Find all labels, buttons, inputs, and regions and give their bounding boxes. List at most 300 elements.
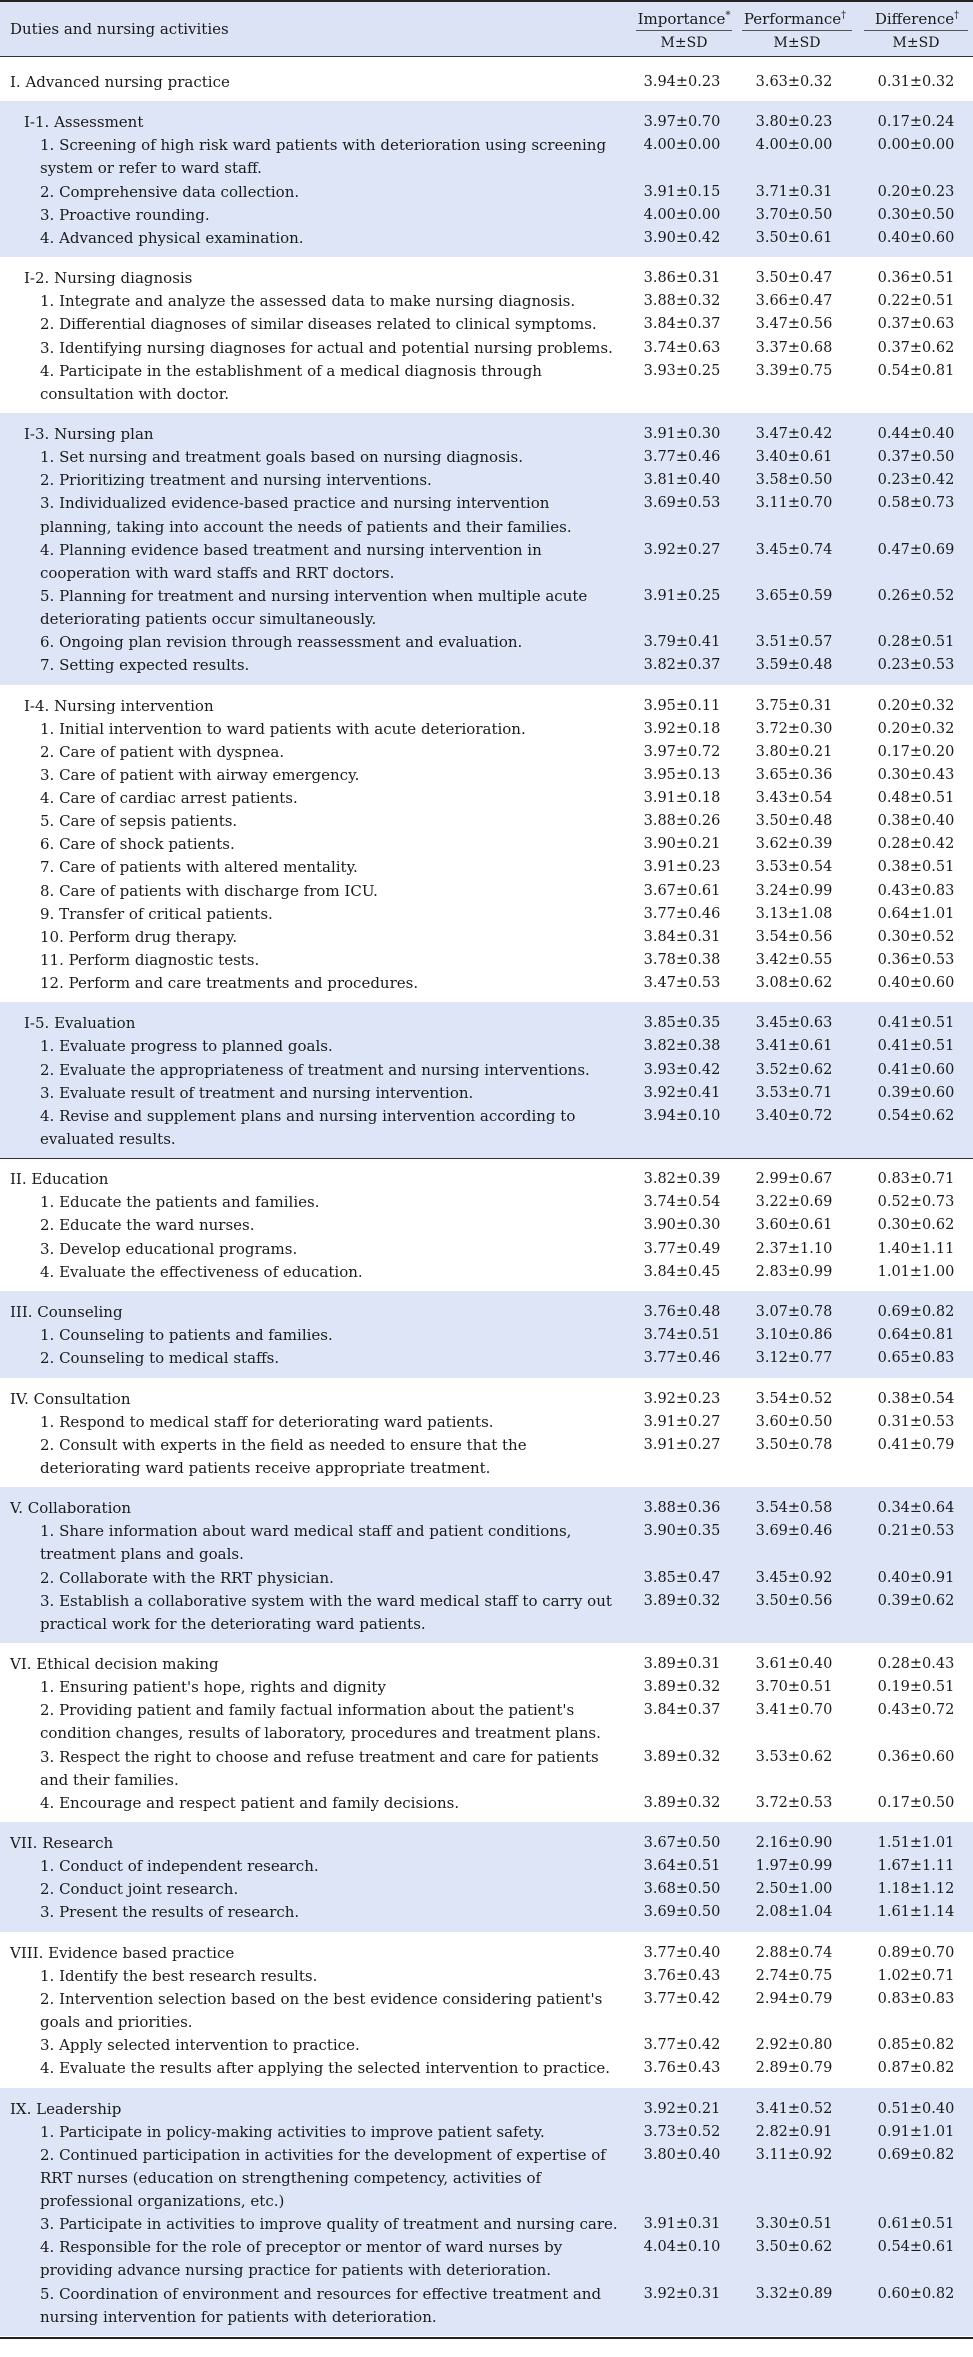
importance-value: 3.77±0.42 — [643, 2037, 721, 2054]
performance-value: 2.89±0.79 — [755, 2060, 833, 2077]
section-5 — [0, 1002, 973, 1158]
importance-value: 3.74±0.54 — [643, 1194, 721, 1211]
difference-value: 1.02±0.71 — [877, 1967, 955, 1984]
domain-row — [0, 2098, 973, 2121]
importance-value: 3.91±0.30 — [643, 426, 721, 443]
importance-value: 3.74±0.63 — [643, 339, 721, 356]
table-header — [0, 2, 973, 56]
row-label: 3. Identifying nursing diagnoses for actual and potential nursing problems. — [40, 338, 613, 357]
difference-value: 0.23±0.42 — [877, 472, 955, 489]
difference-value: 0.38±0.40 — [877, 813, 955, 830]
row-label: IX. Leadership — [10, 2099, 122, 2118]
performance-value: 2.83±0.99 — [755, 1263, 833, 1280]
row-label: 2. Continued participation in activities for the development of expertise of RRT nurses (education on strengthening competency, activities of professional organizations, etc.) — [40, 2145, 606, 2211]
header-difference-label: Difference — [874, 10, 955, 28]
table-row — [0, 2034, 973, 2057]
difference-value: 0.69±0.82 — [877, 1303, 955, 1320]
importance-value: 3.88±0.32 — [643, 293, 721, 310]
section-11 — [0, 1822, 973, 1932]
difference-value: 0.43±0.72 — [877, 1702, 955, 1719]
difference-value: 0.20±0.23 — [877, 183, 955, 200]
performance-value: 3.39±0.75 — [755, 362, 833, 379]
row-label: V. Collaboration — [10, 1499, 132, 1518]
row-label: 3. Apply selected intervention to practice. — [40, 2036, 360, 2055]
row-label: 3. Evaluate result of treatment and nursing intervention. — [40, 1083, 474, 1102]
row-label: 2. Prioritizing treatment and nursing interventions. — [40, 471, 432, 490]
table-row — [0, 1347, 973, 1370]
importance-value: 3.92±0.41 — [643, 1084, 721, 1101]
table-row — [0, 2057, 973, 2080]
performance-value: 3.11±0.92 — [755, 2146, 833, 2163]
performance-value: 3.41±0.52 — [755, 2100, 833, 2117]
table-row — [0, 360, 973, 406]
row-label: 3. Present the results of research. — [40, 1903, 300, 1922]
table-row — [0, 1434, 973, 1480]
importance-value: 4.04±0.10 — [643, 2239, 721, 2256]
importance-value: 3.77±0.49 — [643, 1240, 721, 1257]
importance-value: 3.95±0.11 — [643, 697, 721, 714]
row-label: 7. Care of patients with altered mentality. — [40, 858, 358, 877]
row-label: 3. Proactive rounding. — [40, 205, 210, 224]
difference-value: 0.83±0.83 — [877, 1990, 955, 2007]
row-label: 2. Educate the ward nurses. — [40, 1216, 255, 1235]
table-row — [0, 1567, 973, 1590]
importance-value: 3.82±0.38 — [643, 1038, 721, 1055]
row-label: 4. Advanced physical examination. — [40, 228, 304, 247]
importance-value: 3.84±0.37 — [643, 1702, 721, 1719]
importance-value: 3.88±0.36 — [643, 1500, 721, 1517]
difference-value: 1.18±1.12 — [877, 1881, 955, 1898]
domain-row — [0, 1168, 973, 1191]
section-0 — [0, 61, 973, 101]
difference-value: 0.39±0.62 — [877, 1592, 955, 1609]
difference-value: 1.67±1.11 — [877, 1858, 955, 1875]
table-row — [0, 2213, 973, 2236]
performance-value: 2.74±0.75 — [755, 1967, 833, 1984]
domain-row — [0, 1497, 973, 1520]
difference-value: 0.19±0.51 — [877, 1679, 955, 1696]
row-label: 1. Ensuring patient's hope, rights and dignity — [40, 1678, 386, 1697]
difference-value: 0.40±0.60 — [877, 975, 955, 992]
table-row — [0, 631, 973, 654]
header-duties: Duties and nursing activities — [10, 20, 229, 38]
row-label: 1. Set nursing and treatment goals based on nursing diagnosis. — [40, 448, 524, 467]
row-label: 5. Planning for treatment and nursing intervention when multiple acute deteriorating patients occur simultaneously. — [40, 586, 588, 629]
performance-value: 3.42±0.55 — [755, 951, 833, 968]
performance-value: 3.65±0.36 — [755, 766, 833, 783]
difference-value: 0.64±0.81 — [877, 1327, 955, 1344]
table-row — [0, 856, 973, 879]
table-row — [0, 469, 973, 492]
table-row — [0, 492, 973, 538]
table-row — [0, 1082, 973, 1105]
importance-value: 3.97±0.70 — [643, 114, 721, 131]
difference-value: 1.51±1.01 — [877, 1835, 955, 1852]
table-row — [0, 134, 973, 180]
performance-value: 3.24±0.99 — [755, 882, 833, 899]
table-row — [0, 903, 973, 926]
performance-value: 3.51±0.57 — [755, 634, 833, 651]
importance-value: 3.85±0.47 — [643, 1569, 721, 1586]
importance-value: 3.91±0.15 — [643, 183, 721, 200]
importance-value: 3.77±0.46 — [643, 1350, 721, 1367]
difference-value: 0.36±0.53 — [877, 951, 955, 968]
performance-value: 3.45±0.63 — [755, 1015, 833, 1032]
importance-value: 3.92±0.21 — [643, 2100, 721, 2117]
importance-value: 3.76±0.43 — [643, 2060, 721, 2077]
importance-value: 3.91±0.27 — [643, 1413, 721, 1430]
row-label: I-4. Nursing intervention — [24, 696, 214, 715]
difference-value: 0.28±0.42 — [877, 836, 955, 853]
importance-value: 3.93±0.25 — [643, 362, 721, 379]
performance-value: 3.65±0.59 — [755, 587, 833, 604]
bottom-rule — [0, 2337, 973, 2339]
table-row — [0, 313, 973, 336]
header-bottom-rule — [0, 56, 973, 57]
row-label: 11. Perform diagnostic tests. — [40, 950, 260, 969]
row-label: 1. Integrate and analyze the assessed data to make nursing diagnosis. — [40, 292, 576, 311]
difference-value: 0.89±0.70 — [877, 1944, 955, 1961]
performance-value: 3.58±0.50 — [755, 472, 833, 489]
performance-value: 3.41±0.61 — [755, 1038, 833, 1055]
difference-value: 0.48±0.51 — [877, 790, 955, 807]
performance-value: 2.08±1.04 — [755, 1904, 833, 1921]
section-10 — [0, 1643, 973, 1822]
row-label: 1. Educate the patients and families. — [40, 1193, 320, 1212]
difference-value: 0.51±0.40 — [877, 2100, 955, 2117]
section-1 — [0, 101, 973, 257]
row-label: 4. Planning evidence based treatment and nursing intervention in cooperation with ward staffs and RRT doctors. — [40, 540, 542, 582]
importance-value: 3.89±0.32 — [643, 1748, 721, 1765]
row-label: 4. Revise and supplement plans and nursing intervention according to evaluated results. — [40, 1106, 576, 1148]
difference-value: 0.69±0.82 — [877, 2146, 955, 2163]
row-label: 3. Develop educational programs. — [40, 1239, 298, 1258]
table-row — [0, 787, 973, 810]
difference-value: 0.61±0.51 — [877, 2216, 955, 2233]
subdomain-row — [0, 111, 973, 134]
difference-value: 0.40±0.91 — [877, 1569, 955, 1586]
performance-value: 2.99±0.67 — [755, 1171, 833, 1188]
row-label: 1. Initial intervention to ward patients with acute deterioration. — [40, 719, 526, 738]
performance-value: 3.50±0.47 — [755, 270, 833, 287]
importance-value: 3.90±0.21 — [643, 836, 721, 853]
header-underline-importance — [636, 30, 732, 31]
table-row — [0, 1261, 973, 1284]
performance-value: 3.71±0.31 — [755, 183, 833, 200]
table-row — [0, 1792, 973, 1815]
table-row — [0, 227, 973, 250]
performance-value: 3.40±0.72 — [755, 1107, 833, 1124]
importance-value: 3.91±0.23 — [643, 859, 721, 876]
performance-value: 3.43±0.54 — [755, 790, 833, 807]
section-3 — [0, 413, 973, 685]
difference-value: 0.23±0.53 — [877, 657, 955, 674]
table-row — [0, 585, 973, 631]
table-row — [0, 810, 973, 833]
performance-value: 3.75±0.31 — [755, 697, 833, 714]
importance-value: 3.90±0.42 — [643, 229, 721, 246]
difference-value: 0.17±0.50 — [877, 1794, 955, 1811]
importance-value: 3.74±0.51 — [643, 1327, 721, 1344]
table-row — [0, 1855, 973, 1878]
table-row — [0, 2283, 973, 2329]
performance-value: 3.54±0.58 — [755, 1500, 833, 1517]
row-label: 4. Care of cardiac arrest patients. — [40, 789, 298, 808]
header-underline-performance — [742, 30, 852, 31]
performance-value: 3.50±0.61 — [755, 229, 833, 246]
section-13 — [0, 2088, 973, 2336]
performance-value: 3.54±0.56 — [755, 928, 833, 945]
importance-value: 3.89±0.32 — [643, 1794, 721, 1811]
performance-value: 3.72±0.30 — [755, 720, 833, 737]
difference-value: 0.40±0.60 — [877, 229, 955, 246]
table-row — [0, 337, 973, 360]
row-label: 2. Intervention selection based on the best evidence considering patient's goals and priorities. — [40, 1989, 603, 2032]
difference-value: 0.36±0.51 — [877, 270, 955, 287]
difference-value: 0.60±0.82 — [877, 2285, 955, 2302]
difference-value: 0.87±0.82 — [877, 2060, 955, 2077]
row-label: 2. Collaborate with the RRT physician. — [40, 1568, 334, 1587]
domain-row — [0, 1653, 973, 1676]
row-label: 5. Coordination of environment and resources for effective treatment and nursing intervention for patients with deterioration. — [40, 2284, 602, 2326]
importance-value: 3.79±0.41 — [643, 634, 721, 651]
importance-value: 3.91±0.25 — [643, 587, 721, 604]
header-performance-label: Performance — [743, 10, 842, 28]
row-label: 4. Responsible for the role of preceptor or mentor of ward nurses by providing advance nursing practice for patients with deterioration. — [40, 2238, 563, 2280]
difference-value: 0.31±0.32 — [877, 73, 955, 90]
table-row — [0, 880, 973, 903]
table-row — [0, 1878, 973, 1901]
row-label: VII. Research — [10, 1834, 114, 1853]
table-row — [0, 1699, 973, 1745]
difference-value: 0.38±0.51 — [877, 859, 955, 876]
importance-value: 3.91±0.18 — [643, 790, 721, 807]
row-label: 1. Identify the best research results. — [40, 1966, 318, 1985]
header-performance — [742, 6, 848, 29]
performance-value: 3.11±0.70 — [755, 495, 833, 512]
importance-value: 3.69±0.50 — [643, 1904, 721, 1921]
row-label: 3. Participate in activities to improve quality of treatment and nursing care. — [40, 2215, 618, 2234]
row-label: 3. Establish a collaborative system with the ward medical staff to carry out practical work for the deteriorating ward patients. — [40, 1591, 612, 1633]
difference-value: 0.58±0.73 — [877, 495, 955, 512]
table-row — [0, 1965, 973, 1988]
header-difference — [864, 6, 970, 29]
table-row — [0, 2144, 973, 2213]
importance-value: 3.67±0.61 — [643, 882, 721, 899]
performance-value: 3.60±0.50 — [755, 1413, 833, 1430]
row-label: 1. Participate in policy-making activities to improve patient safety. — [40, 2122, 545, 2141]
importance-value: 3.82±0.37 — [643, 657, 721, 674]
row-label: III. Counseling — [10, 1302, 123, 1321]
section-9 — [0, 1487, 973, 1643]
importance-value: 3.89±0.32 — [643, 1592, 721, 1609]
header-difference-mark: † — [954, 10, 960, 21]
performance-value: 3.08±0.62 — [755, 975, 833, 992]
difference-value: 0.20±0.32 — [877, 720, 955, 737]
difference-value: 0.54±0.62 — [877, 1107, 955, 1124]
importance-value: 3.80±0.40 — [643, 2146, 721, 2163]
difference-value: 1.01±1.00 — [877, 1263, 955, 1280]
performance-value: 2.94±0.79 — [755, 1990, 833, 2007]
table-row — [0, 1676, 973, 1699]
performance-value: 3.32±0.89 — [755, 2285, 833, 2302]
performance-value: 3.12±0.77 — [755, 1350, 833, 1367]
domain-row — [0, 1388, 973, 1411]
difference-value: 0.41±0.51 — [877, 1038, 955, 1055]
performance-value: 3.22±0.69 — [755, 1194, 833, 1211]
table-row — [0, 1035, 973, 1058]
importance-value: 3.90±0.30 — [643, 1217, 721, 1234]
row-label: 9. Transfer of critical patients. — [40, 904, 273, 923]
row-label: 1. Counseling to patients and families. — [40, 1326, 333, 1345]
difference-value: 0.64±1.01 — [877, 905, 955, 922]
performance-value: 3.69±0.46 — [755, 1523, 833, 1540]
row-label: 2. Counseling to medical staffs. — [40, 1349, 280, 1368]
table-row — [0, 1988, 973, 2034]
row-label: 10. Perform drug therapy. — [40, 927, 238, 946]
section-7 — [0, 1291, 973, 1378]
difference-value: 0.38±0.54 — [877, 1390, 955, 1407]
difference-value: 0.43±0.83 — [877, 882, 955, 899]
table-row — [0, 741, 973, 764]
difference-value: 0.30±0.62 — [877, 1217, 955, 1234]
row-label: I-3. Nursing plan — [24, 425, 154, 444]
difference-value: 0.54±0.81 — [877, 362, 955, 379]
importance-value: 3.77±0.46 — [643, 905, 721, 922]
performance-value: 3.50±0.78 — [755, 1436, 833, 1453]
importance-value: 3.91±0.31 — [643, 2216, 721, 2233]
difference-value: 0.30±0.50 — [877, 206, 955, 223]
row-label: 1. Screening of high risk ward patients with deterioration using screening system or refer to ward staff. — [40, 136, 607, 178]
difference-value: 0.36±0.60 — [877, 1748, 955, 1765]
domain-row — [0, 71, 973, 94]
performance-value: 1.97±0.99 — [755, 1858, 833, 1875]
performance-value: 2.82±0.91 — [755, 2123, 833, 2140]
row-label: 3. Individualized evidence-based practice and nursing intervention planning, taking into account the needs of patients and their families. — [40, 494, 572, 536]
performance-value: 3.62±0.39 — [755, 836, 833, 853]
performance-value: 3.10±0.86 — [755, 1327, 833, 1344]
performance-value: 3.70±0.50 — [755, 206, 833, 223]
row-label: 3. Respect the right to choose and refuse treatment and care for patients and their families. — [40, 1747, 599, 1789]
importance-value: 3.90±0.35 — [643, 1523, 721, 1540]
row-label: 1. Respond to medical staff for deteriorating ward patients. — [40, 1412, 494, 1431]
row-label: 6. Ongoing plan revision through reassessment and evaluation. — [40, 633, 523, 652]
section-4 — [0, 685, 973, 1003]
performance-value: 3.54±0.52 — [755, 1390, 833, 1407]
importance-value: 3.84±0.45 — [643, 1263, 721, 1280]
importance-value: 3.89±0.32 — [643, 1679, 721, 1696]
domain-row — [0, 1942, 973, 1965]
importance-value: 3.77±0.40 — [643, 1944, 721, 1961]
performance-value: 3.63±0.32 — [755, 73, 833, 90]
difference-value: 0.30±0.43 — [877, 766, 955, 783]
table-row — [0, 718, 973, 741]
section-12 — [0, 1932, 973, 2088]
header-importance-label: Importance — [637, 10, 726, 28]
table-row — [0, 1214, 973, 1237]
performance-value: 3.66±0.47 — [755, 293, 833, 310]
row-label: 2. Providing patient and family factual information about the patient's condition changes, results of laboratory, procedures and treatment plans. — [40, 1701, 601, 1743]
row-label: 4. Participate in the establishment of a medical diagnosis through consultation with doctor. — [40, 361, 542, 403]
importance-value: 3.84±0.37 — [643, 316, 721, 333]
difference-value: 1.40±1.11 — [877, 1240, 955, 1257]
table-row — [0, 949, 973, 972]
difference-value: 0.26±0.52 — [877, 587, 955, 604]
performance-value: 2.16±0.90 — [755, 1835, 833, 1852]
performance-value: 3.53±0.54 — [755, 859, 833, 876]
row-label: 7. Setting expected results. — [40, 656, 250, 675]
subdomain-row — [0, 267, 973, 290]
header-importance-msd: M±SD — [660, 35, 708, 51]
importance-value: 3.76±0.43 — [643, 1967, 721, 1984]
difference-value: 0.41±0.51 — [877, 1015, 955, 1032]
importance-value: 3.47±0.53 — [643, 975, 721, 992]
difference-value: 0.20±0.32 — [877, 697, 955, 714]
difference-value: 0.00±0.00 — [877, 137, 955, 154]
performance-value: 3.37±0.68 — [755, 339, 833, 356]
performance-value: 3.53±0.71 — [755, 1084, 833, 1101]
performance-value: 3.80±0.23 — [755, 114, 833, 131]
performance-value: 3.61±0.40 — [755, 1656, 833, 1673]
header-performance-msd: M±SD — [773, 35, 821, 51]
table-row — [0, 1901, 973, 1924]
subdomain-row — [0, 1012, 973, 1035]
importance-value: 3.76±0.48 — [643, 1303, 721, 1320]
row-label: VIII. Evidence based practice — [10, 1943, 235, 1962]
importance-value: 3.64±0.51 — [643, 1858, 721, 1875]
difference-value: 0.37±0.50 — [877, 449, 955, 466]
importance-value: 3.92±0.27 — [643, 541, 721, 558]
importance-value: 3.73±0.52 — [643, 2123, 721, 2140]
performance-value: 3.45±0.92 — [755, 1569, 833, 1586]
importance-value: 3.95±0.13 — [643, 766, 721, 783]
table-row — [0, 1191, 973, 1214]
table-row — [0, 1105, 973, 1151]
importance-value: 3.85±0.35 — [643, 1015, 721, 1032]
section-8 — [0, 1378, 973, 1488]
importance-value: 3.69±0.53 — [643, 495, 721, 512]
row-label: 1. Conduct of independent research. — [40, 1857, 319, 1876]
performance-value: 3.50±0.62 — [755, 2239, 833, 2256]
table-row — [0, 2236, 973, 2282]
performance-value: 2.50±1.00 — [755, 1881, 833, 1898]
row-label: IV. Consultation — [10, 1389, 131, 1408]
table-row — [0, 539, 973, 585]
table-row — [0, 654, 973, 677]
row-label: 2. Conduct joint research. — [40, 1880, 239, 1899]
row-label: 2. Differential diagnoses of similar diseases related to clinical symptoms. — [40, 315, 597, 334]
importance-value: 3.94±0.23 — [643, 73, 721, 90]
table-row — [0, 1324, 973, 1347]
importance-value: 3.92±0.23 — [643, 1390, 721, 1407]
difference-value: 0.37±0.63 — [877, 316, 955, 333]
performance-value: 4.00±0.00 — [755, 137, 833, 154]
importance-value: 3.77±0.42 — [643, 1990, 721, 2007]
row-label: 2. Comprehensive data collection. — [40, 182, 300, 201]
row-label: 12. Perform and care treatments and procedures. — [40, 974, 419, 993]
performance-value: 3.50±0.48 — [755, 813, 833, 830]
difference-value: 0.21±0.53 — [877, 1523, 955, 1540]
importance-value: 3.88±0.26 — [643, 813, 721, 830]
header-difference-msd: M±SD — [892, 35, 940, 51]
difference-value: 0.47±0.69 — [877, 541, 955, 558]
header-importance — [636, 6, 732, 29]
header-importance-mark: * — [725, 10, 731, 21]
performance-value: 3.30±0.51 — [755, 2216, 833, 2233]
performance-value: 2.92±0.80 — [755, 2037, 833, 2054]
importance-value: 3.68±0.50 — [643, 1881, 721, 1898]
table-row — [0, 1059, 973, 1082]
